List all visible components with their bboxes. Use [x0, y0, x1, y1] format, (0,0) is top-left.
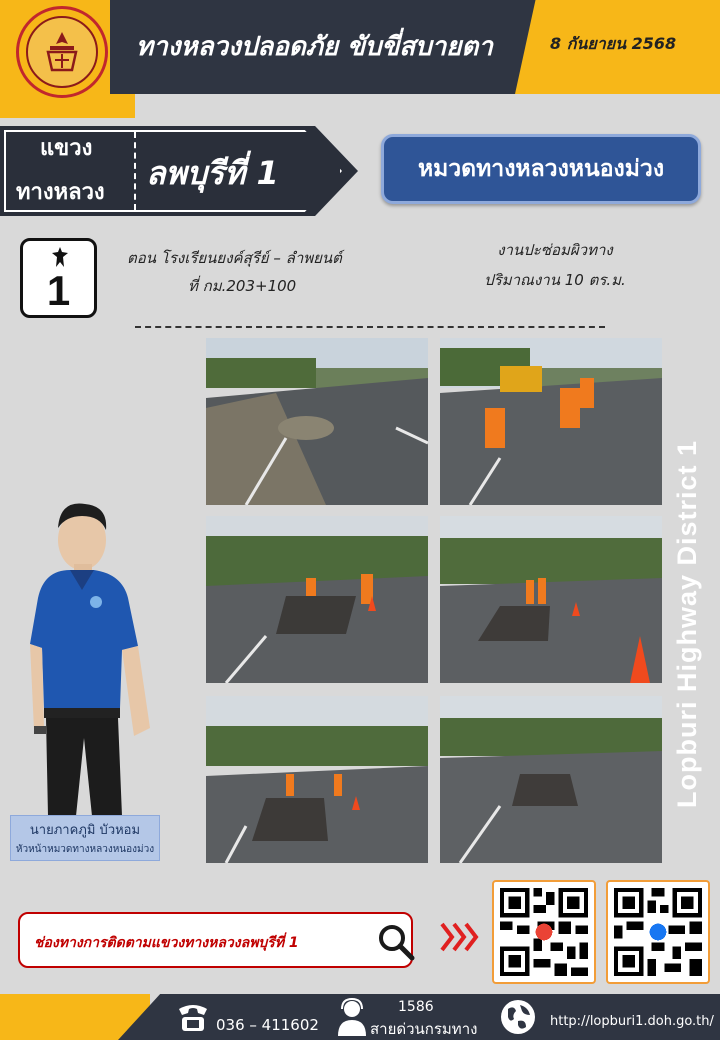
photo-workers-truck [440, 338, 662, 505]
page-title: ทางหลวงปลอดภัย ขับขี่สบายตา [136, 32, 493, 62]
garuda-emblem-icon [52, 247, 68, 267]
route-km: ที่ กม.203+100 [188, 277, 297, 295]
footer-phone[interactable]: 036 – 411602 [216, 1016, 319, 1034]
section-name-badge: หมวดทางหลวงหนองม่วง [381, 134, 701, 204]
district-name: ลพบุรีที่ 1 [146, 154, 279, 192]
footer-website-link[interactable]: http://lopburi1.doh.go.th/ [550, 1014, 714, 1029]
district-label-line2: ทางหลวง [16, 180, 105, 205]
footer-hotline-label: สายด่วนกรมทาง [370, 1020, 478, 1038]
district-divider [134, 132, 136, 210]
follow-channels-text: ช่องทางการติดตามแขวงทางหลวงลพบุรีที่ 1 [34, 935, 299, 951]
dashed-divider [135, 326, 605, 328]
call-center-agent-icon [336, 998, 368, 1036]
photo-patch-workers-cones [440, 516, 662, 683]
route-section: ตอน โรงเรียนยงค์สุรีย์ – ลำพยนต์ [127, 249, 342, 267]
photo-patch-compaction [206, 516, 428, 683]
qr-code-maps[interactable] [492, 880, 596, 984]
photo-pothole-before [206, 338, 428, 505]
follow-channels-box[interactable] [18, 912, 413, 968]
chevron-right-icon [440, 920, 480, 954]
route-shield [20, 238, 97, 318]
person-name: นายภาคภูมิ บัวหอม [29, 823, 141, 838]
qr-code-facebook[interactable] [606, 880, 710, 984]
department-logo [16, 6, 108, 98]
globe-icon [500, 999, 536, 1035]
district-label-line1: แขวง [40, 136, 93, 161]
work-amount: ปริมาณงาน 10 ตร.ม. [484, 271, 626, 289]
photo-patch-finished [440, 696, 662, 863]
route-number: 1 [46, 267, 71, 314]
search-icon [376, 922, 416, 962]
work-type: งานปะซ่อมผิวทาง [497, 241, 613, 259]
telephone-icon [176, 1003, 210, 1033]
report-date: 8 กันยายน 2568 [550, 34, 677, 53]
footer-hotline-number[interactable]: 1586 [398, 999, 434, 1015]
vertical-district-label: Lopburi Highway District 1 [672, 439, 702, 808]
person-position: หัวหน้าหมวดทางหลวงหนองม่วง [15, 844, 155, 855]
photo-patch-wide-view [206, 696, 428, 863]
district-head-photo [30, 498, 165, 816]
person-name-card [10, 815, 160, 861]
